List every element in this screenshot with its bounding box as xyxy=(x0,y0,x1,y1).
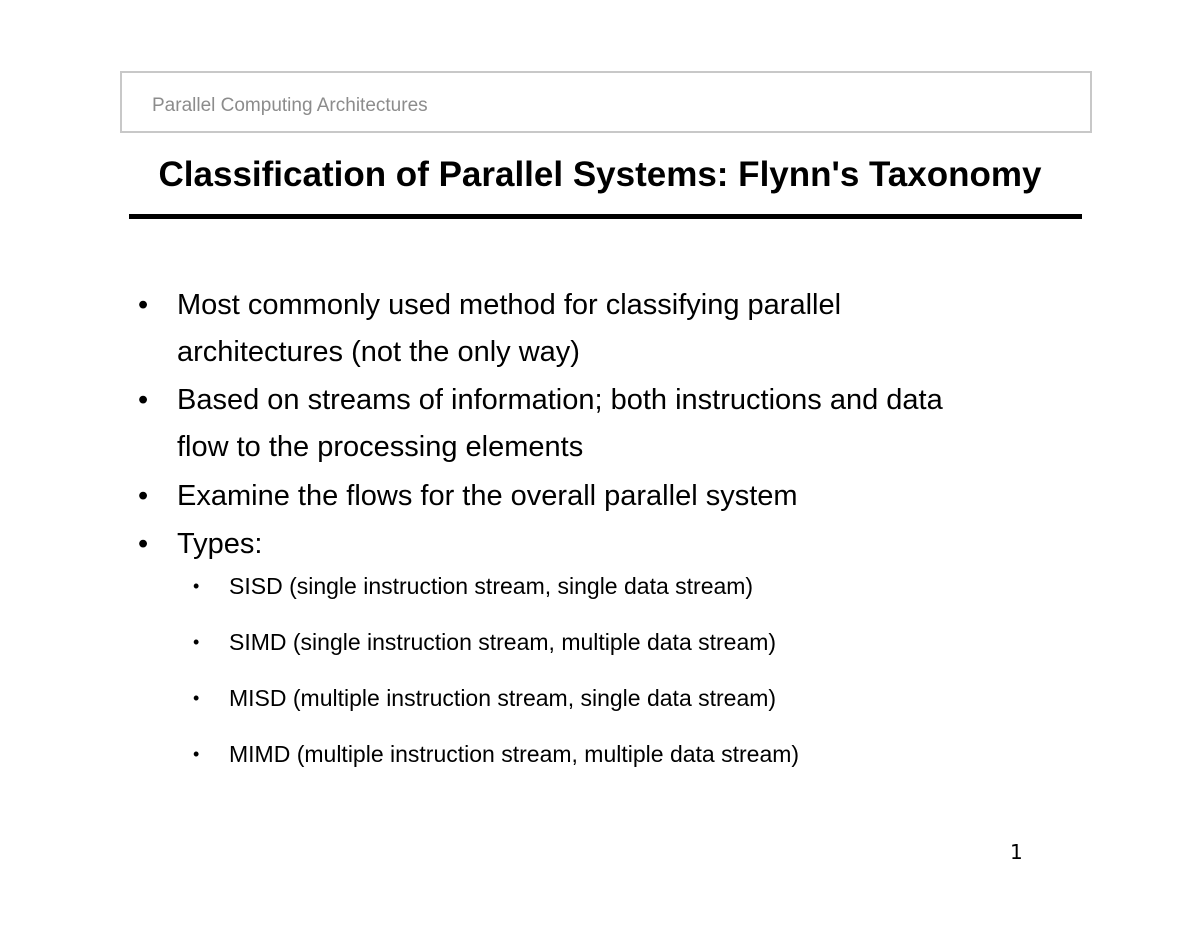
bullet-dot: • xyxy=(138,384,149,416)
bullet-dot: • xyxy=(138,528,149,560)
bullet-line: Types: xyxy=(177,528,263,560)
sub-bullet-dot: • xyxy=(193,576,200,596)
sub-bullet-text: MIMD (multiple instruction stream, multiple data stream) xyxy=(229,741,800,767)
bullet-text xyxy=(177,282,1077,376)
bullet-dot: • xyxy=(138,480,149,512)
sub-bullet-dot: • xyxy=(193,688,200,708)
sub-bullet-text: SISD (single instruction stream, single data stream) xyxy=(229,573,754,599)
slide-title: Classification of Parallel Systems: Flynn's Taxonomy xyxy=(158,155,1042,194)
sub-bullet-text: MISD (multiple instruction stream, single data stream) xyxy=(229,685,777,711)
sub-bullet-dot: • xyxy=(193,744,200,764)
header-text: Parallel Computing Architectures xyxy=(152,95,428,116)
page-number: 1 xyxy=(1010,840,1023,864)
sub-bullet-dot: • xyxy=(193,632,200,652)
bullet-line: flow to the processing elements xyxy=(177,431,584,463)
sub-bullet-text: SIMD (single instruction stream, multiple data stream) xyxy=(229,629,777,655)
bullet-line: architectures (not the only way) xyxy=(177,336,580,368)
bullet-line: Most commonly used method for classifying parallel xyxy=(177,289,842,321)
bullet-line: Based on streams of information; both instructions and data xyxy=(177,384,943,416)
bullet-text xyxy=(177,377,1077,471)
bullet-dot: • xyxy=(138,289,149,321)
bullet-line: Examine the flows for the overall parallel system xyxy=(177,480,798,512)
bullet-text xyxy=(177,473,1077,520)
bullet-text xyxy=(177,521,1077,568)
